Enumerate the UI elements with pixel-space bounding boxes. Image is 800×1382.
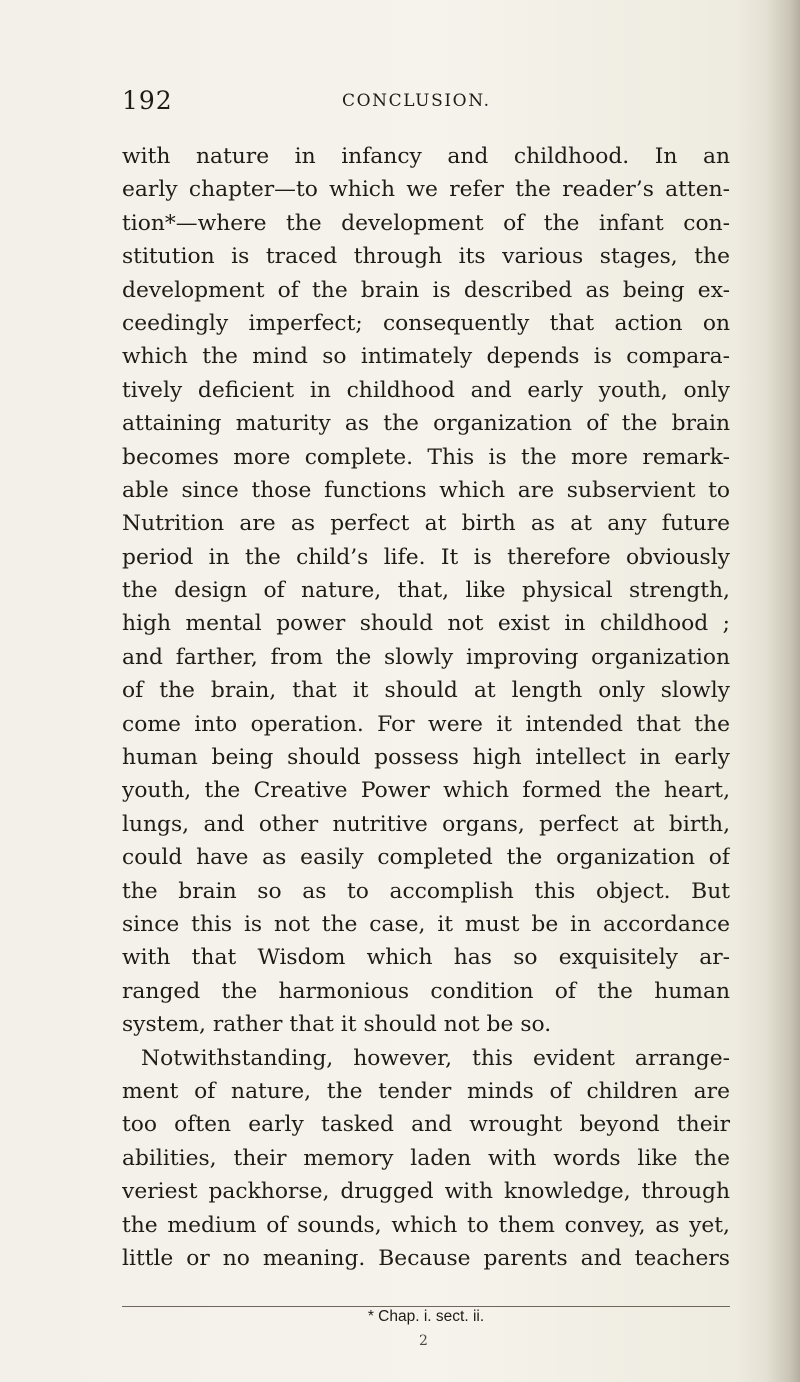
text-line: with that Wisdom which has so exquisitely ar- [122,945,730,971]
text-line: tion*—where the development of the infant con- [122,210,730,236]
text-line: come into operation. For were it intended that the [122,711,730,737]
text-line: with nature in infancy and childhood. In an [122,144,730,169]
text-line: the medium of sounds, which to them convey, as yet, [122,1212,730,1238]
running-head: CONCLUSION. [342,91,491,111]
body-text [122,140,730,1275]
text-line: high mental power should not exist in childhood ; [122,611,730,637]
text-line: becomes more complete. This is the more remark- [122,444,730,470]
text-line: too often early tasked and wrought beyond their [122,1112,730,1138]
text-line: abilities, their memory laden with words like the [122,1145,730,1171]
paragraph-start-line: Notwithstanding, however, this evident arrange- [141,1045,730,1071]
text-line: early chapter—to which we refer the reader’s atten- [122,177,730,203]
footnote-divider [122,1306,730,1307]
text-line: ment of nature, the tender minds of children are [122,1078,730,1104]
text-line: could have as easily completed the organization of [122,845,730,871]
text-line: period in the child’s life. It is therefore obviously [122,544,730,570]
signature-mark: 2 [419,1333,428,1349]
text-line: the design of nature, that, like physical strength, [122,578,730,604]
text-line: since this is not the case, it must be in accordance [122,911,730,937]
text-line: veriest packhorse, drugged with knowledge, through [122,1179,730,1205]
text-line: little or no meaning. Because parents and teachers [122,1245,730,1271]
footnote: * Chap. i. sect. ii. [367,1308,485,1325]
text-line: and farther, from the slowly improving organization [122,644,730,670]
text-line: of the brain, that it should at length only slowly [122,678,730,704]
page-number: 192 [122,86,173,115]
text-line: able since those functions which are subservient to [122,477,730,503]
text-line: development of the brain is described as being ex- [122,277,730,303]
text-line: which the mind so intimately depends is compara- [122,344,730,370]
text-line: ceedingly imperfect; consequently that action on [122,310,730,336]
page-edge-shadow [766,0,800,1382]
text-line: youth, the Creative Power which formed the heart, [122,778,730,804]
paragraph-end-line: system, rather that it should not be so. [122,1012,552,1038]
text-line: lungs, and other nutritive organs, perfect at birth, [122,811,730,837]
text-line: Nutrition are as perfect at birth as at any future [122,511,730,537]
text-line: tively deficient in childhood and early youth, only [122,377,730,403]
text-line: human being should possess high intellect in early [122,745,730,771]
text-line: ranged the harmonious condition of the human [122,978,730,1004]
text-line: stitution is traced through its various stages, the [122,244,730,270]
text-line: the brain so as to accomplish this object. But [122,878,730,904]
text-line: attaining maturity as the organization of the brain [122,411,730,437]
